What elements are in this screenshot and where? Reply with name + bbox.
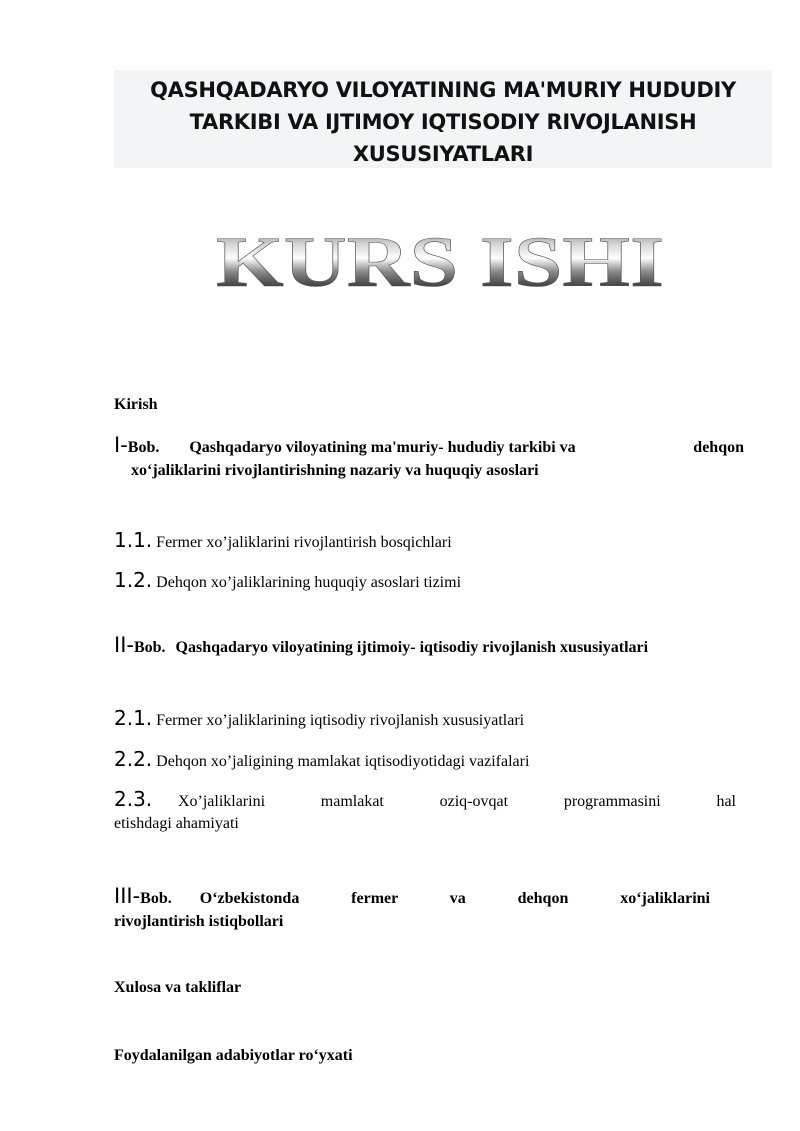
kurs-ishi-wordart bbox=[210, 222, 670, 302]
chapter-1-number: I- bbox=[114, 433, 128, 457]
chapter-1-bob: Bob. bbox=[127, 439, 160, 456]
toc-section-1-1: 1.1. Fermer xo’jaliklarini rivojlantirish bosqichlari bbox=[114, 528, 452, 552]
chapter-1-title-a: Qashqadaryo viloyatining ma'muriy- hududiy tarkibi va bbox=[189, 439, 576, 456]
toc-conclusion: Xulosa va takliflar bbox=[114, 979, 242, 996]
document-title: QASHQADARYO VILOYATINING MA'MURIY HUDUDIY TARKIBI VA IJTIMOY IQTISODIY RIVOJLANISH XUSUSIYATLARI bbox=[150, 78, 736, 166]
toc-intro: Kirish bbox=[114, 396, 158, 413]
chapter-1-title-b: dehqon bbox=[693, 439, 744, 456]
toc-chapter-2: II-Bob. Qashqadaryo viloyatining ijtimoiy- iqtisodiy rivojlanish xususiyatlari bbox=[114, 633, 649, 657]
title-banner bbox=[114, 70, 772, 168]
toc-section-2-2: 2.2. Dehqon xo’jaligining mamlakat iqtisodiyotidagi vazifalari bbox=[114, 747, 530, 771]
toc-section-2-3: 2.3. Xo’jaliklarini mamlakat oziq-ovqat programmasini hal etishdagi ahamiyati bbox=[114, 787, 736, 832]
chapter-1-title-c: xo‘jaliklarini rivojlantirishning nazariy va huquqiy asoslari bbox=[131, 462, 539, 479]
toc-section-1-2: 1.2. Dehqon xo’jaliklarining huquqiy asoslari tizimi bbox=[114, 568, 462, 592]
toc-section-2-1: 2.1. Fermer xo’jaliklarining iqtisodiy rivojlanish xususiyatlari bbox=[114, 706, 525, 730]
toc-chapter-1 bbox=[114, 432, 744, 484]
toc-chapter-3: III- Bob. O‘zbekistonda fermer va dehqon xo‘jaliklarini rivojlantirish istiqbollari bbox=[114, 884, 710, 930]
wordart-text: KURS ISHI bbox=[216, 222, 664, 302]
toc-references: Foydalanilgan adabiyotlar ro‘yxati bbox=[114, 1047, 353, 1064]
